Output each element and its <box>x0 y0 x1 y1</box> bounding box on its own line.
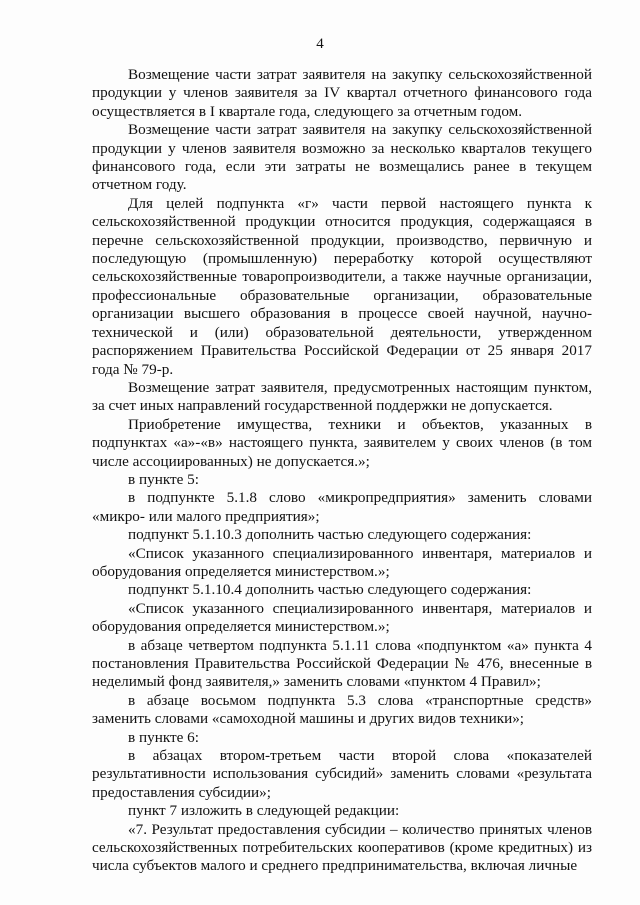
page-number: 4 <box>316 36 324 52</box>
paragraph: в подпункте 5.1.8 слово «микропредприятия» заменить словами «микро- или малого предприятия»; <box>92 489 592 525</box>
paragraph: «Список указанного специализированного инвентаря, материалов и оборудования определяется министерством.»; <box>92 544 592 580</box>
paragraph: Приобретение имущества, техники и объектов, указанных в подпунктах «а»-«в» настоящего пункта, заявителем у своих членов (в том числе ассоциированных) не допускается.»; <box>92 415 592 470</box>
paragraph: Возмещение части затрат заявителя на закупку сельскохозяйственной продукции у членов заявителя за IV квартал отчетного финансового года осуществляется в I квартале года, следующего за отчетным годом. <box>92 66 592 120</box>
document-body <box>92 66 592 876</box>
paragraph: в абзацах втором-третьем части второй слова «показателей результативности использования субсидий» заменить словами «результата предоставления субсидии»; <box>92 747 592 801</box>
paragraph: Для целей подпункта «г» части первой настоящего пункта к сельскохозяйственной продукции относится продукция, содержащаяся в перечне сельскохозяйственной продукции, производство, первичную и последующую (промышленную) переработку которой осуществляют сельскохозяйственные товаропроизводители, а также научные организации, профессиональные образовательные организации, образовательные организации высшего образования в процессе своей научной, научно-технической и (или) образовательной деятельности, утвержденном распоряжением Правительства Российской Федерации от 25 января 2017 года № 79-р. <box>92 194 592 378</box>
paragraph: подпункт 5.1.10.4 дополнить частью следующего содержания: <box>128 581 532 599</box>
paragraph: в абзаце восьмом подпункта 5.3 слова «транспортные средств» заменить словами «самоходной машины и других видов техники»; <box>92 691 592 728</box>
paragraph: в пункте 6: <box>128 728 199 746</box>
paragraph: «7. Результат предоставления субсидии – количество принятых членов сельскохозяйственных потребительских кооперативов (кроме кредитных) из числа субъектов малого и среднего предпринимательства, включая личные <box>92 820 592 875</box>
paragraph: в пункте 5: <box>128 470 199 488</box>
paragraph: подпункт 5.1.10.3 дополнить частью следующего содержания: <box>128 526 532 544</box>
paragraph: пункт 7 изложить в следующей редакции: <box>128 802 400 820</box>
paragraph: «Список указанного специализированного инвентаря, материалов и оборудования определяется министерством.»; <box>92 599 592 636</box>
paragraph: Возмещение затрат заявителя, предусмотренных настоящим пунктом, за счет иных направлений государственной поддержки не допускается. <box>92 378 592 415</box>
paragraph: Возмещение части затрат заявителя на закупку сельскохозяйственной продукции у членов заявителя возможно за несколько кварталов текущего финансового года, если эти затраты не возмещались ранее в текущем отчетном году. <box>92 121 592 194</box>
paragraph: в абзаце четвертом подпункта 5.1.11 слова «подпунктом «а» пункта 4 постановления Правительства Российской Федерации № 476, внесенные в неделимый фонд заявителя,» заменить словами «пунктом 4 Правил»; <box>92 636 592 691</box>
